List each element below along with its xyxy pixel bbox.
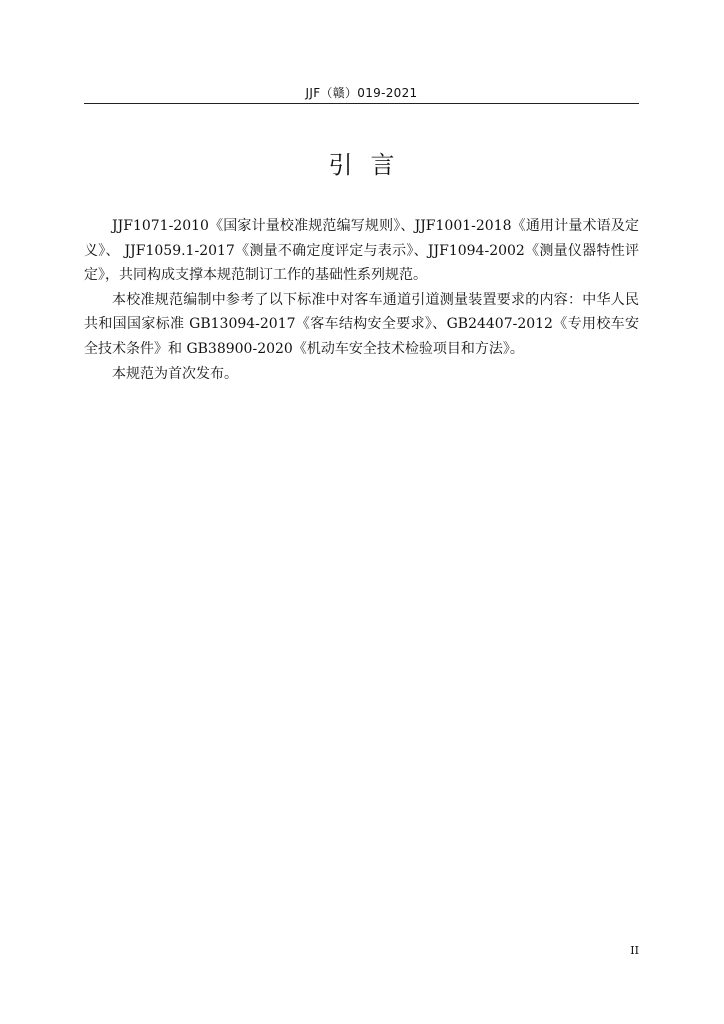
- section-title: 引言: [328, 151, 413, 179]
- paragraph-1: JJF1071-2010《国家计量校准规范编写规则》、JJF1001-2018《通用计量术语及定义》、 JJF1059.1-2017《测量不确定度评定与表示》、JJF1094-2002《测量仪器特性评定》，共同构成支撑本规范制订工作的基础性系列规范。: [84, 218, 639, 284]
- paragraph-2: 本校准规范编制中参考了以下标准中对客车通道引道测量装置要求的内容：中华人民共和国国家标准 GB13094-2017《客车结构安全要求》、GB24407-2012《专用校车安全技术条件》和 GB38900-2020《机动车安全技术检验项目和方法》。: [84, 291, 639, 357]
- running-header: JJF（赣）019-2021: [305, 86, 418, 100]
- body-text: [84, 214, 639, 386]
- header-rule: [84, 103, 639, 104]
- page-number: II: [630, 944, 639, 957]
- paragraph-3: 本规范为首次发布。: [112, 365, 238, 382]
